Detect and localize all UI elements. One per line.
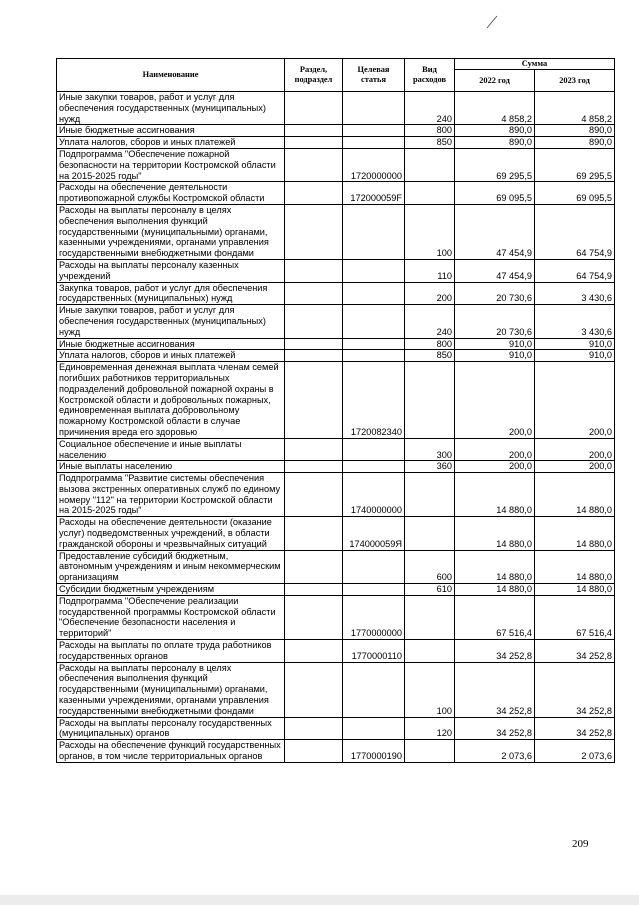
row-expense-type: 120 — [405, 717, 455, 740]
row-sum-2023: 64 754,9 — [535, 259, 615, 282]
row-name: Уплата налогов, сборов и иных платежей — [57, 137, 285, 149]
row-sum-2022: 34 252,8 — [455, 662, 535, 717]
row-name: Иные закупки товаров, работ и услуг для обеспечения государственных (муниципальных) нужд — [57, 92, 285, 125]
row-sum-2022: 14 880,0 — [455, 517, 535, 550]
row-target-article — [343, 125, 405, 137]
row-sum-2022: 14 880,0 — [455, 473, 535, 517]
row-name: Иные выплаты населению — [57, 461, 285, 473]
header-name: Наименование — [57, 59, 285, 92]
row-sum-2022: 20 730,6 — [455, 282, 535, 305]
row-target-article — [343, 461, 405, 473]
table-row — [57, 640, 615, 663]
row-expense-type — [405, 182, 455, 205]
row-section — [285, 305, 343, 338]
table-row — [57, 550, 615, 583]
row-expense-type — [405, 362, 455, 439]
table-header — [57, 59, 615, 92]
row-name: Подпрограмма "Обеспечение реализации государственной программы Костромской области "Обеспечение безопасности населения и территорий" — [57, 595, 285, 639]
row-sum-2023: 890,0 — [535, 125, 615, 137]
table-body — [57, 92, 615, 763]
row-section — [285, 461, 343, 473]
row-expense-type: 800 — [405, 338, 455, 350]
row-sum-2023: 67 516,4 — [535, 595, 615, 639]
row-expense-type: 240 — [405, 305, 455, 338]
row-section — [285, 740, 343, 763]
row-section — [285, 125, 343, 137]
table-row — [57, 517, 615, 550]
row-sum-2023: 14 880,0 — [535, 473, 615, 517]
row-sum-2023: 200,0 — [535, 362, 615, 439]
row-expense-type: 100 — [405, 662, 455, 717]
row-target-article — [343, 584, 405, 596]
row-target-article — [343, 717, 405, 740]
row-sum-2023: 34 252,8 — [535, 640, 615, 663]
row-target-article — [343, 662, 405, 717]
row-expense-type — [405, 595, 455, 639]
row-sum-2022: 200,0 — [455, 461, 535, 473]
row-sum-2023: 69 295,5 — [535, 148, 615, 181]
row-name: Предоставление субсидий бюджетным, автономным учреждениям и иным некоммерческим организациям — [57, 550, 285, 583]
row-section — [285, 338, 343, 350]
row-name: Подпрограмма "Обеспечение пожарной безопасности на территории Костромской области на 2015-2025 годы" — [57, 148, 285, 181]
header-section: Раздел, подраздел — [285, 59, 343, 92]
row-sum-2022: 910,0 — [455, 350, 535, 362]
row-sum-2022: 200,0 — [455, 438, 535, 461]
row-sum-2023: 34 252,8 — [535, 717, 615, 740]
table-row — [57, 259, 615, 282]
row-target-article: 174000059Я — [343, 517, 405, 550]
pen-mark-icon — [485, 14, 499, 30]
row-sum-2022: 69 295,5 — [455, 148, 535, 181]
row-section — [285, 350, 343, 362]
row-section — [285, 438, 343, 461]
row-target-article — [343, 438, 405, 461]
row-sum-2022: 47 454,9 — [455, 204, 535, 259]
header-sum: Сумма — [455, 59, 615, 70]
row-expense-type: 850 — [405, 350, 455, 362]
table-row — [57, 305, 615, 338]
row-name: Единовременная денежная выплата членам семей погибших работников территориальных подразделений добровольной пожарной охраны в Костромской области и добровольных пожарных, единовременная выплата добровольному пожарному Костромской области в случае причинения вреда его здоровью — [57, 362, 285, 439]
row-sum-2022: 14 880,0 — [455, 550, 535, 583]
row-section — [285, 717, 343, 740]
table-row — [57, 595, 615, 639]
row-expense-type — [405, 473, 455, 517]
header-target: Целевая статья — [343, 59, 405, 92]
row-sum-2022: 20 730,6 — [455, 305, 535, 338]
row-target-article: 172000059F — [343, 182, 405, 205]
row-name: Закупка товаров, работ и услуг для обеспечения государственных (муниципальных) нужд — [57, 282, 285, 305]
row-target-article: 1770000190 — [343, 740, 405, 763]
row-target-article — [343, 550, 405, 583]
row-sum-2023: 64 754,9 — [535, 204, 615, 259]
row-sum-2023: 910,0 — [535, 350, 615, 362]
footer-band — [0, 895, 639, 905]
row-sum-2023: 69 095,5 — [535, 182, 615, 205]
header-year-2022: 2022 год — [455, 70, 535, 92]
row-name: Иные бюджетные ассигнования — [57, 338, 285, 350]
table-row — [57, 137, 615, 149]
row-sum-2023: 200,0 — [535, 461, 615, 473]
row-section — [285, 595, 343, 639]
row-section — [285, 362, 343, 439]
row-sum-2023: 910,0 — [535, 338, 615, 350]
row-sum-2023: 14 880,0 — [535, 517, 615, 550]
row-sum-2022: 34 252,8 — [455, 717, 535, 740]
row-sum-2023: 3 430,6 — [535, 305, 615, 338]
table-row — [57, 182, 615, 205]
row-name: Расходы на выплаты персоналу в целях обеспечения выполнения функций государственными (муниципальными) органами, казенными учреждениями, органами управления государственными внебюджетными фондами — [57, 204, 285, 259]
table-row — [57, 662, 615, 717]
row-target-article: 1720000000 — [343, 148, 405, 181]
row-target-article: 1770000110 — [343, 640, 405, 663]
row-name: Расходы на выплаты персоналу государственных (муниципальных) органов — [57, 717, 285, 740]
row-section — [285, 640, 343, 663]
row-name: Социальное обеспечение и иные выплаты населению — [57, 438, 285, 461]
table-row — [57, 350, 615, 362]
row-expense-type — [405, 740, 455, 763]
row-expense-type: 300 — [405, 438, 455, 461]
table-row — [57, 338, 615, 350]
row-expense-type: 800 — [405, 125, 455, 137]
row-name: Расходы на выплаты по оплате труда работников государственных органов — [57, 640, 285, 663]
table-row — [57, 740, 615, 763]
row-sum-2023: 14 880,0 — [535, 584, 615, 596]
row-expense-type: 600 — [405, 550, 455, 583]
row-expense-type: 360 — [405, 461, 455, 473]
row-sum-2023: 14 880,0 — [535, 550, 615, 583]
row-sum-2023: 890,0 — [535, 137, 615, 149]
header-expense-type: Вид расходов — [405, 59, 455, 92]
table-row — [57, 362, 615, 439]
row-expense-type: 100 — [405, 204, 455, 259]
row-sum-2022: 2 073,6 — [455, 740, 535, 763]
row-target-article — [343, 92, 405, 125]
row-name: Иные бюджетные ассигнования — [57, 125, 285, 137]
row-sum-2022: 34 252,8 — [455, 640, 535, 663]
row-name: Расходы на выплаты персоналу в целях обеспечения выполнения функций государственными (муниципальными) органами, казенными учреждениями, органами управления государственными внебюджетными фондами — [57, 662, 285, 717]
page-number: 209 — [572, 838, 589, 850]
row-target-article — [343, 305, 405, 338]
header-year-2023: 2023 год — [535, 70, 615, 92]
row-target-article — [343, 259, 405, 282]
row-expense-type: 610 — [405, 584, 455, 596]
row-name: Подпрограмма "Развитие системы обеспечения вызова экстренных оперативных служб по единому номеру "112" на территории Костромской области на 2015-2025 годы" — [57, 473, 285, 517]
table-row — [57, 204, 615, 259]
row-section — [285, 282, 343, 305]
table-row — [57, 461, 615, 473]
row-target-article — [343, 282, 405, 305]
row-target-article: 1740000000 — [343, 473, 405, 517]
table-row — [57, 148, 615, 181]
row-section — [285, 550, 343, 583]
row-name: Расходы на обеспечение деятельности (оказание услуг) подведомственных учреждений, в области гражданской обороны и чрезвычайных ситуаций — [57, 517, 285, 550]
row-sum-2022: 47 454,9 — [455, 259, 535, 282]
row-sum-2022: 890,0 — [455, 137, 535, 149]
row-name: Субсидии бюджетным учреждениям — [57, 584, 285, 596]
row-sum-2023: 34 252,8 — [535, 662, 615, 717]
row-sum-2022: 200,0 — [455, 362, 535, 439]
table-row — [57, 282, 615, 305]
row-name: Иные закупки товаров, работ и услуг для обеспечения государственных (муниципальных) нужд — [57, 305, 285, 338]
row-sum-2022: 69 095,5 — [455, 182, 535, 205]
row-sum-2022: 890,0 — [455, 125, 535, 137]
row-sum-2022: 910,0 — [455, 338, 535, 350]
row-name: Расходы на обеспечение деятельности противопожарной службы Костромской области — [57, 182, 285, 205]
row-section — [285, 517, 343, 550]
table-row — [57, 584, 615, 596]
row-target-article — [343, 338, 405, 350]
row-name: Уплата налогов, сборов и иных платежей — [57, 350, 285, 362]
row-section — [285, 137, 343, 149]
row-sum-2022: 67 516,4 — [455, 595, 535, 639]
row-sum-2023: 4 858,2 — [535, 92, 615, 125]
row-section — [285, 182, 343, 205]
row-expense-type — [405, 148, 455, 181]
row-expense-type — [405, 517, 455, 550]
row-section — [285, 92, 343, 125]
row-sum-2022: 4 858,2 — [455, 92, 535, 125]
row-sum-2023: 3 430,6 — [535, 282, 615, 305]
row-name: Расходы на выплаты персоналу казенных учреждений — [57, 259, 285, 282]
row-target-article: 1770000000 — [343, 595, 405, 639]
row-section — [285, 259, 343, 282]
row-target-article — [343, 350, 405, 362]
table-row — [57, 92, 615, 125]
row-target-article — [343, 137, 405, 149]
table-row — [57, 473, 615, 517]
row-section — [285, 662, 343, 717]
row-expense-type: 110 — [405, 259, 455, 282]
row-target-article: 1720082340 — [343, 362, 405, 439]
row-section — [285, 148, 343, 181]
row-expense-type: 850 — [405, 137, 455, 149]
table-row — [57, 125, 615, 137]
row-expense-type — [405, 640, 455, 663]
row-section — [285, 204, 343, 259]
row-section — [285, 584, 343, 596]
table-row — [57, 717, 615, 740]
row-name: Расходы на обеспечение функций государственных органов, в том числе территориальных органов — [57, 740, 285, 763]
row-section — [285, 473, 343, 517]
row-target-article — [343, 204, 405, 259]
row-sum-2023: 200,0 — [535, 438, 615, 461]
row-expense-type: 240 — [405, 92, 455, 125]
row-sum-2023: 2 073,6 — [535, 740, 615, 763]
table-row — [57, 438, 615, 461]
budget-table — [56, 58, 615, 763]
row-sum-2022: 14 880,0 — [455, 584, 535, 596]
row-expense-type: 200 — [405, 282, 455, 305]
